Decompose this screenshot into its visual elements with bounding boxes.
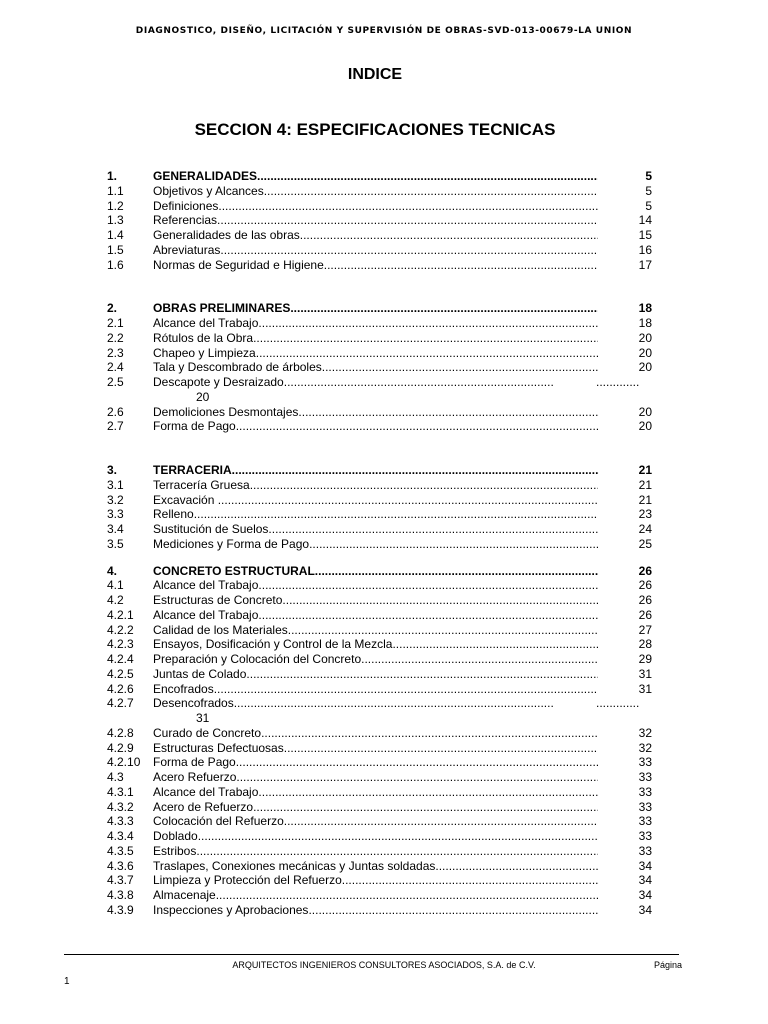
toc-entry-label: Juntas de Colado [153,666,247,681]
toc-entry-number: 4.3.5 [107,843,134,858]
toc-entry-label-wrap [153,785,598,800]
toc-entry-number: 4.2.3 [107,637,134,652]
toc-leader-dots [298,405,598,419]
toc-entry-number: 3.3 [107,507,124,522]
toc-entry-page: 26 [638,607,652,622]
toc-entry-label: Encofrados [153,681,214,696]
toc-entry-label-wrap [153,637,598,652]
toc-entry-label: Acero Refuerzo [153,770,237,784]
toc-entry [0,814,768,829]
toc-leader-dots [284,741,598,755]
toc-entry-number: 2. [107,301,118,316]
toc-entry-label-wrap [153,258,598,273]
toc-leader-dots [236,770,598,784]
toc-entry-label: Descapote y Desraizado [153,375,284,389]
toc-entry-number: 4.2 [107,593,124,607]
toc-leader-dots [214,682,598,696]
footer-page-label: Página [654,960,683,970]
toc-entry-label-wrap [153,888,598,903]
toc-entry-number: 4.3.2 [107,799,134,814]
toc-entry-page: 5 [645,169,652,183]
toc-leader-dots [258,608,598,622]
toc-entry-label: Definiciones [153,198,219,213]
toc-entry [0,755,768,770]
toc-leader-dots [264,184,598,198]
toc-entry-number: 4. [107,563,118,578]
toc-entry [0,331,768,346]
toc-entry-label-wrap [153,623,598,638]
toc-entry-page: 27 [638,622,652,637]
toc-entry [0,258,768,273]
toc-entry-label-wrap [153,682,598,697]
toc-entry-page: 34 [638,902,652,917]
toc-entry-label: Referencias [153,213,218,228]
toc-entry-page: 20 [638,360,652,375]
toc-entry-page: 31 [638,681,652,696]
toc-leader-dots [253,331,598,345]
toc-entry-page: 18 [638,301,652,316]
toc-entry-number: 4.2.7 [107,696,134,711]
toc-leader-dots [258,578,598,592]
toc-leader-dots [198,829,598,843]
toc-entry [0,184,768,199]
toc-entry-page: 20 [196,389,210,404]
toc-entry [0,696,768,711]
toc-entry-label: Preparación y Colocación del Concreto [153,652,362,666]
toc-entry-label: Curado de Concreto [153,725,262,740]
toc-entry [0,243,768,258]
toc-entry-number: 3.4 [107,522,124,536]
toc-leader-dots [216,888,598,902]
toc-entry-number: 3. [107,463,118,477]
footer-company: ARQUITECTOS INGENIEROS CONSULTORES ASOCIADOS, S.A. de C.V. [232,960,536,970]
toc-entry-label: Estructuras Defectuosas [153,740,284,755]
toc-leader-dots [300,228,598,242]
toc-leader-dots [257,169,598,183]
toc-leader-dots [288,623,598,637]
toc-entry-page: 34 [638,888,652,902]
toc-entry-label-wrap [153,493,598,508]
toc-entry-page: 29 [638,652,652,666]
toc-entry [0,623,768,638]
toc-entry-label-wrap [153,478,598,493]
toc-entry-label: Estructuras de Concreto [153,593,283,607]
toc-entry-label-wrap [153,405,598,420]
toc-entry-number: 3.2 [107,492,124,507]
toc-entry-label: Abreviaturas [153,242,221,257]
toc-entry-label-wrap [153,696,553,711]
section-title: SECCION 4: ESPECIFICACIONES TECNICAS [194,120,556,139]
toc-entry [0,493,768,508]
toc-entry-page: 34 [638,873,652,888]
toc-leader-dots [322,360,598,374]
toc-entry [0,199,768,214]
toc-leader-dots [194,507,598,521]
toc-entry-label-wrap [153,800,598,815]
toc-leader-dots [258,785,598,799]
toc-entry [0,578,768,593]
toc-entry-number: 1. [107,169,118,183]
toc-leader-dots [253,800,598,814]
toc-entry-page: 16 [638,242,652,257]
toc-entry-label-wrap [153,199,598,214]
toc-entry-number: 2.7 [107,419,124,434]
index-title: INDICE [347,66,403,83]
section-spacer [0,552,768,564]
toc-entry [0,652,768,667]
toc-entry-page: 21 [638,492,652,507]
toc-entry-number: 1.5 [107,242,124,257]
toc-leader-dots [256,346,598,360]
toc-entry [0,478,768,493]
toc-entry-label-wrap [153,770,598,785]
toc-entry-label-wrap [153,741,598,756]
toc-entry-page: 33 [638,799,652,814]
toc-entry-number: 3.1 [107,477,124,492]
toc-entry-number: 1.1 [107,183,124,198]
toc-entry-page: 18 [638,316,652,330]
toc-entry-label: Rótulos de la Obra [153,330,254,345]
toc-entry-page: 26 [638,563,652,578]
toc-entry-label-wrap [153,169,598,184]
toc-entry-page: 17 [638,257,652,272]
toc-leader-dots-trailing: ............. [596,375,640,389]
toc-entry [0,346,768,361]
toc-entry-label: Excavación [153,492,218,507]
toc-leader-dots [232,463,598,477]
toc-leader-dots [315,564,598,578]
toc-entry-label-wrap [153,667,598,682]
toc-entry-label-wrap [153,652,598,667]
toc-entry-number: 4.2.8 [107,725,134,740]
toc-entry [0,829,768,844]
toc-entry [0,903,768,918]
toc-entry [0,564,768,579]
toc-entry-page: 32 [638,740,652,755]
toc-entry-number: 4.3.7 [107,873,134,888]
toc-entry-page: 20 [638,330,652,345]
toc-entry [0,608,768,623]
toc-entry-page: 20 [638,345,652,360]
toc-entry-page: 15 [638,228,652,242]
toc-entry-number: 4.2.4 [107,652,134,666]
toc-entry-page: 26 [638,593,652,607]
toc-entry-label-wrap [153,316,598,331]
toc-entry-number: 1.6 [107,257,124,272]
toc-entry-page: 5 [645,183,652,198]
toc-entry [0,301,768,316]
toc-leader-dots [246,667,598,681]
toc-entry [0,419,768,434]
toc-entry-label: Almacenaje [153,888,216,902]
toc-entry-number: 1.4 [107,228,124,242]
toc-leader-dots [284,814,598,828]
toc-entry-page: 21 [638,477,652,492]
toc-entry-label-wrap [153,419,598,434]
toc-entry-label-wrap [153,213,598,228]
toc-entry [0,405,768,420]
toc-entry-label: Calidad de los Materiales [153,622,288,637]
toc-entry-page: 21 [638,463,652,477]
toc-entry [0,522,768,537]
toc-entry-page: 33 [638,784,652,799]
toc-leader-dots [342,873,598,887]
toc-entry-number: 4.3 [107,770,124,784]
toc-entry [0,169,768,184]
toc-entry-number: 4.2.6 [107,681,134,696]
toc-entry-label-wrap [153,463,598,478]
toc-entry-wrapped-page-line [0,711,768,726]
toc-entry-number: 4.3.9 [107,902,134,917]
toc-entry [0,537,768,552]
toc-entry-label: Forma de Pago [153,419,236,434]
document-header: DIAGNOSTICO, DISEÑO, LICITACIÓN Y SUPERVISIÓN DE OBRAS-SVD-013-00679-LA UNION [135,26,633,36]
section-spacer [0,434,768,463]
toc-entry-label-wrap [153,726,598,741]
toc-entry-label-wrap [153,593,598,608]
toc-entry-number: 4.2.2 [107,622,134,637]
toc-entry [0,844,768,859]
toc-entry-page: 33 [638,843,652,858]
toc-entry-number: 4.3.3 [107,814,134,829]
toc-entry-number: 2.4 [107,360,124,375]
toc-entry-label-wrap [153,331,598,346]
toc-entry [0,507,768,522]
toc-entry-label-wrap [153,814,598,829]
toc-entry-label-wrap [153,346,598,361]
toc-entry-page: 24 [638,522,652,536]
toc-entry [0,800,768,815]
toc-entry-label-wrap [153,522,598,537]
toc-entry-number: 2.2 [107,330,124,345]
toc-entry-number: 4.3.8 [107,888,134,902]
toc-leader-dots [196,844,598,858]
toc-leader-dots [290,301,598,315]
toc-entry-number: 4.3.4 [107,829,134,843]
toc-entry [0,667,768,682]
toc-entry-label: Traslapes, Conexiones mecánicas y Juntas soldadas [153,858,436,873]
toc-entry-page: 31 [196,711,210,725]
toc-entry [0,316,768,331]
toc-entry-page: 26 [638,578,652,593]
toc-entry-number: 4.2.1 [107,607,134,622]
toc-entry-label: Limpieza y Protección del Refuerzo [153,873,342,888]
toc-leader-dots [308,903,598,917]
toc-entry-label-wrap [153,578,598,593]
table-of-contents [0,169,768,918]
toc-leader-dots [261,726,598,740]
toc-entry-label-wrap [153,360,598,375]
toc-entry-label: Desencofrados [153,696,234,711]
toc-entry-label: Terracería Gruesa [153,477,250,492]
toc-entry-label: Inspecciones y Aprobaciones [153,902,309,917]
toc-entry-label: Generalidades de las obras [153,228,300,242]
section-spacer [0,272,768,301]
toc-entry-label-wrap [153,564,598,579]
toc-entry-label: Demoliciones Desmontajes [153,404,299,419]
toc-leader-dots [309,537,598,551]
toc-entry-page: 32 [638,725,652,740]
toc-entry-label-wrap [153,859,598,874]
toc-entry-label: GENERALIDADES [153,169,258,183]
toc-leader-dots [284,375,553,389]
toc-entry [0,360,768,375]
toc-entry-number: 4.2.9 [107,740,134,755]
toc-entry-page: 33 [638,770,652,784]
toc-leader-dots [361,652,598,666]
toc-entry-number: 2.1 [107,316,124,330]
toc-entry-label: TERRACERIA [153,463,232,477]
toc-entry-page: 20 [638,419,652,434]
footer-divider [64,954,679,955]
toc-leader-dots [220,243,598,257]
toc-entry-page: 33 [638,814,652,829]
toc-leader-dots-trailing: ............. [596,696,640,711]
toc-entry-number: 4.2.5 [107,666,134,681]
toc-entry-number: 2.5 [107,375,124,389]
toc-leader-dots [250,478,598,492]
toc-entry-label: Normas de Seguridad e Higiene [153,257,324,272]
toc-entry-label: CONCRETO ESTRUCTURAL [153,563,315,578]
toc-entry-label-wrap [153,507,598,522]
toc-entry-number: 4.3.1 [107,784,134,799]
toc-entry-label-wrap [153,537,598,552]
toc-entry-label: Acero de Refuerzo [153,799,254,814]
toc-leader-dots [258,316,598,330]
toc-leader-dots [324,258,598,272]
toc-entry-label-wrap [153,873,598,888]
toc-entry-number: 1.2 [107,198,124,213]
toc-entry [0,873,768,888]
toc-entry-page: 33 [638,755,652,770]
toc-entry [0,682,768,697]
toc-leader-dots [217,213,598,227]
toc-leader-dots [282,593,598,607]
toc-entry-label: Alcance del Trabajo [153,784,259,799]
toc-entry-page: 33 [638,829,652,843]
toc-entry-label: Colocación del Refuerzo [153,814,284,829]
toc-entry-label-wrap [153,608,598,623]
toc-entry-number: 4.2.10 [107,755,141,770]
toc-leader-dots [236,419,598,433]
toc-entry [0,228,768,243]
footer-page-number: 1 [64,976,70,987]
toc-entry-label: Alcance del Trabajo [153,316,259,330]
toc-leader-dots [236,755,598,769]
toc-entry-label-wrap [153,903,598,918]
toc-entry-page: 34 [638,858,652,873]
toc-entry-label: OBRAS PRELIMINARES [153,301,291,316]
toc-entry-label-wrap [153,301,598,316]
toc-entry [0,213,768,228]
toc-entry-number: 2.3 [107,345,124,360]
toc-entry-number: 4.3.6 [107,858,134,873]
toc-entry-wrapped-page-line [0,390,768,405]
toc-entry-number: 2.6 [107,404,124,419]
toc-entry [0,637,768,652]
toc-entry-page: 28 [638,637,652,652]
toc-entry-number: 4.1 [107,578,124,593]
toc-entry-label-wrap [153,829,598,844]
toc-entry-label-wrap [153,243,598,258]
toc-entry [0,859,768,874]
toc-entry [0,463,768,478]
toc-entry [0,375,768,390]
toc-entry [0,785,768,800]
toc-leader-dots [234,696,553,710]
toc-entry-page: 20 [638,404,652,419]
toc-entry [0,770,768,785]
toc-entry-page: 5 [645,198,652,213]
toc-entry-label: Relleno [153,507,194,522]
toc-entry-label-wrap [153,755,598,770]
toc-entry [0,726,768,741]
toc-entry-page: 25 [638,536,652,551]
toc-entry [0,741,768,756]
toc-leader-dots [218,199,598,213]
toc-entry-label: Tala y Descombrado de árboles [153,360,322,375]
toc-entry-label-wrap [153,375,553,390]
toc-entry-page: 14 [638,213,652,228]
toc-entry-page: 31 [638,666,652,681]
toc-entry-page: 23 [638,507,652,522]
toc-entry-label: Objetivos y Alcances [153,183,264,198]
toc-entry [0,593,768,608]
toc-entry-label: Alcance del Trabajo [153,607,259,622]
toc-entry-label: Chapeo y Limpieza [153,345,256,360]
toc-leader-dots [435,859,598,873]
toc-entry-label-wrap [153,228,598,243]
toc-entry-label: Doblado [153,829,198,843]
toc-leader-dots [218,493,598,507]
toc-leader-dots [392,637,598,651]
toc-entry-label: Alcance del Trabajo [153,578,259,593]
toc-entry-label: Ensayos, Dosificación y Control de la Mezcla [153,637,393,652]
toc-entry-label: Mediciones y Forma de Pago [153,536,310,551]
toc-entry [0,888,768,903]
toc-entry-label-wrap [153,184,598,199]
toc-entry-label: Sustitución de Suelos [153,522,269,536]
toc-entry-number: 1.3 [107,213,124,228]
toc-entry-number: 3.5 [107,536,124,551]
toc-entry-label: Estribos [153,843,197,858]
toc-leader-dots [268,522,598,536]
toc-entry-label: Forma de Pago [153,755,236,770]
toc-entry-label-wrap [153,844,598,859]
